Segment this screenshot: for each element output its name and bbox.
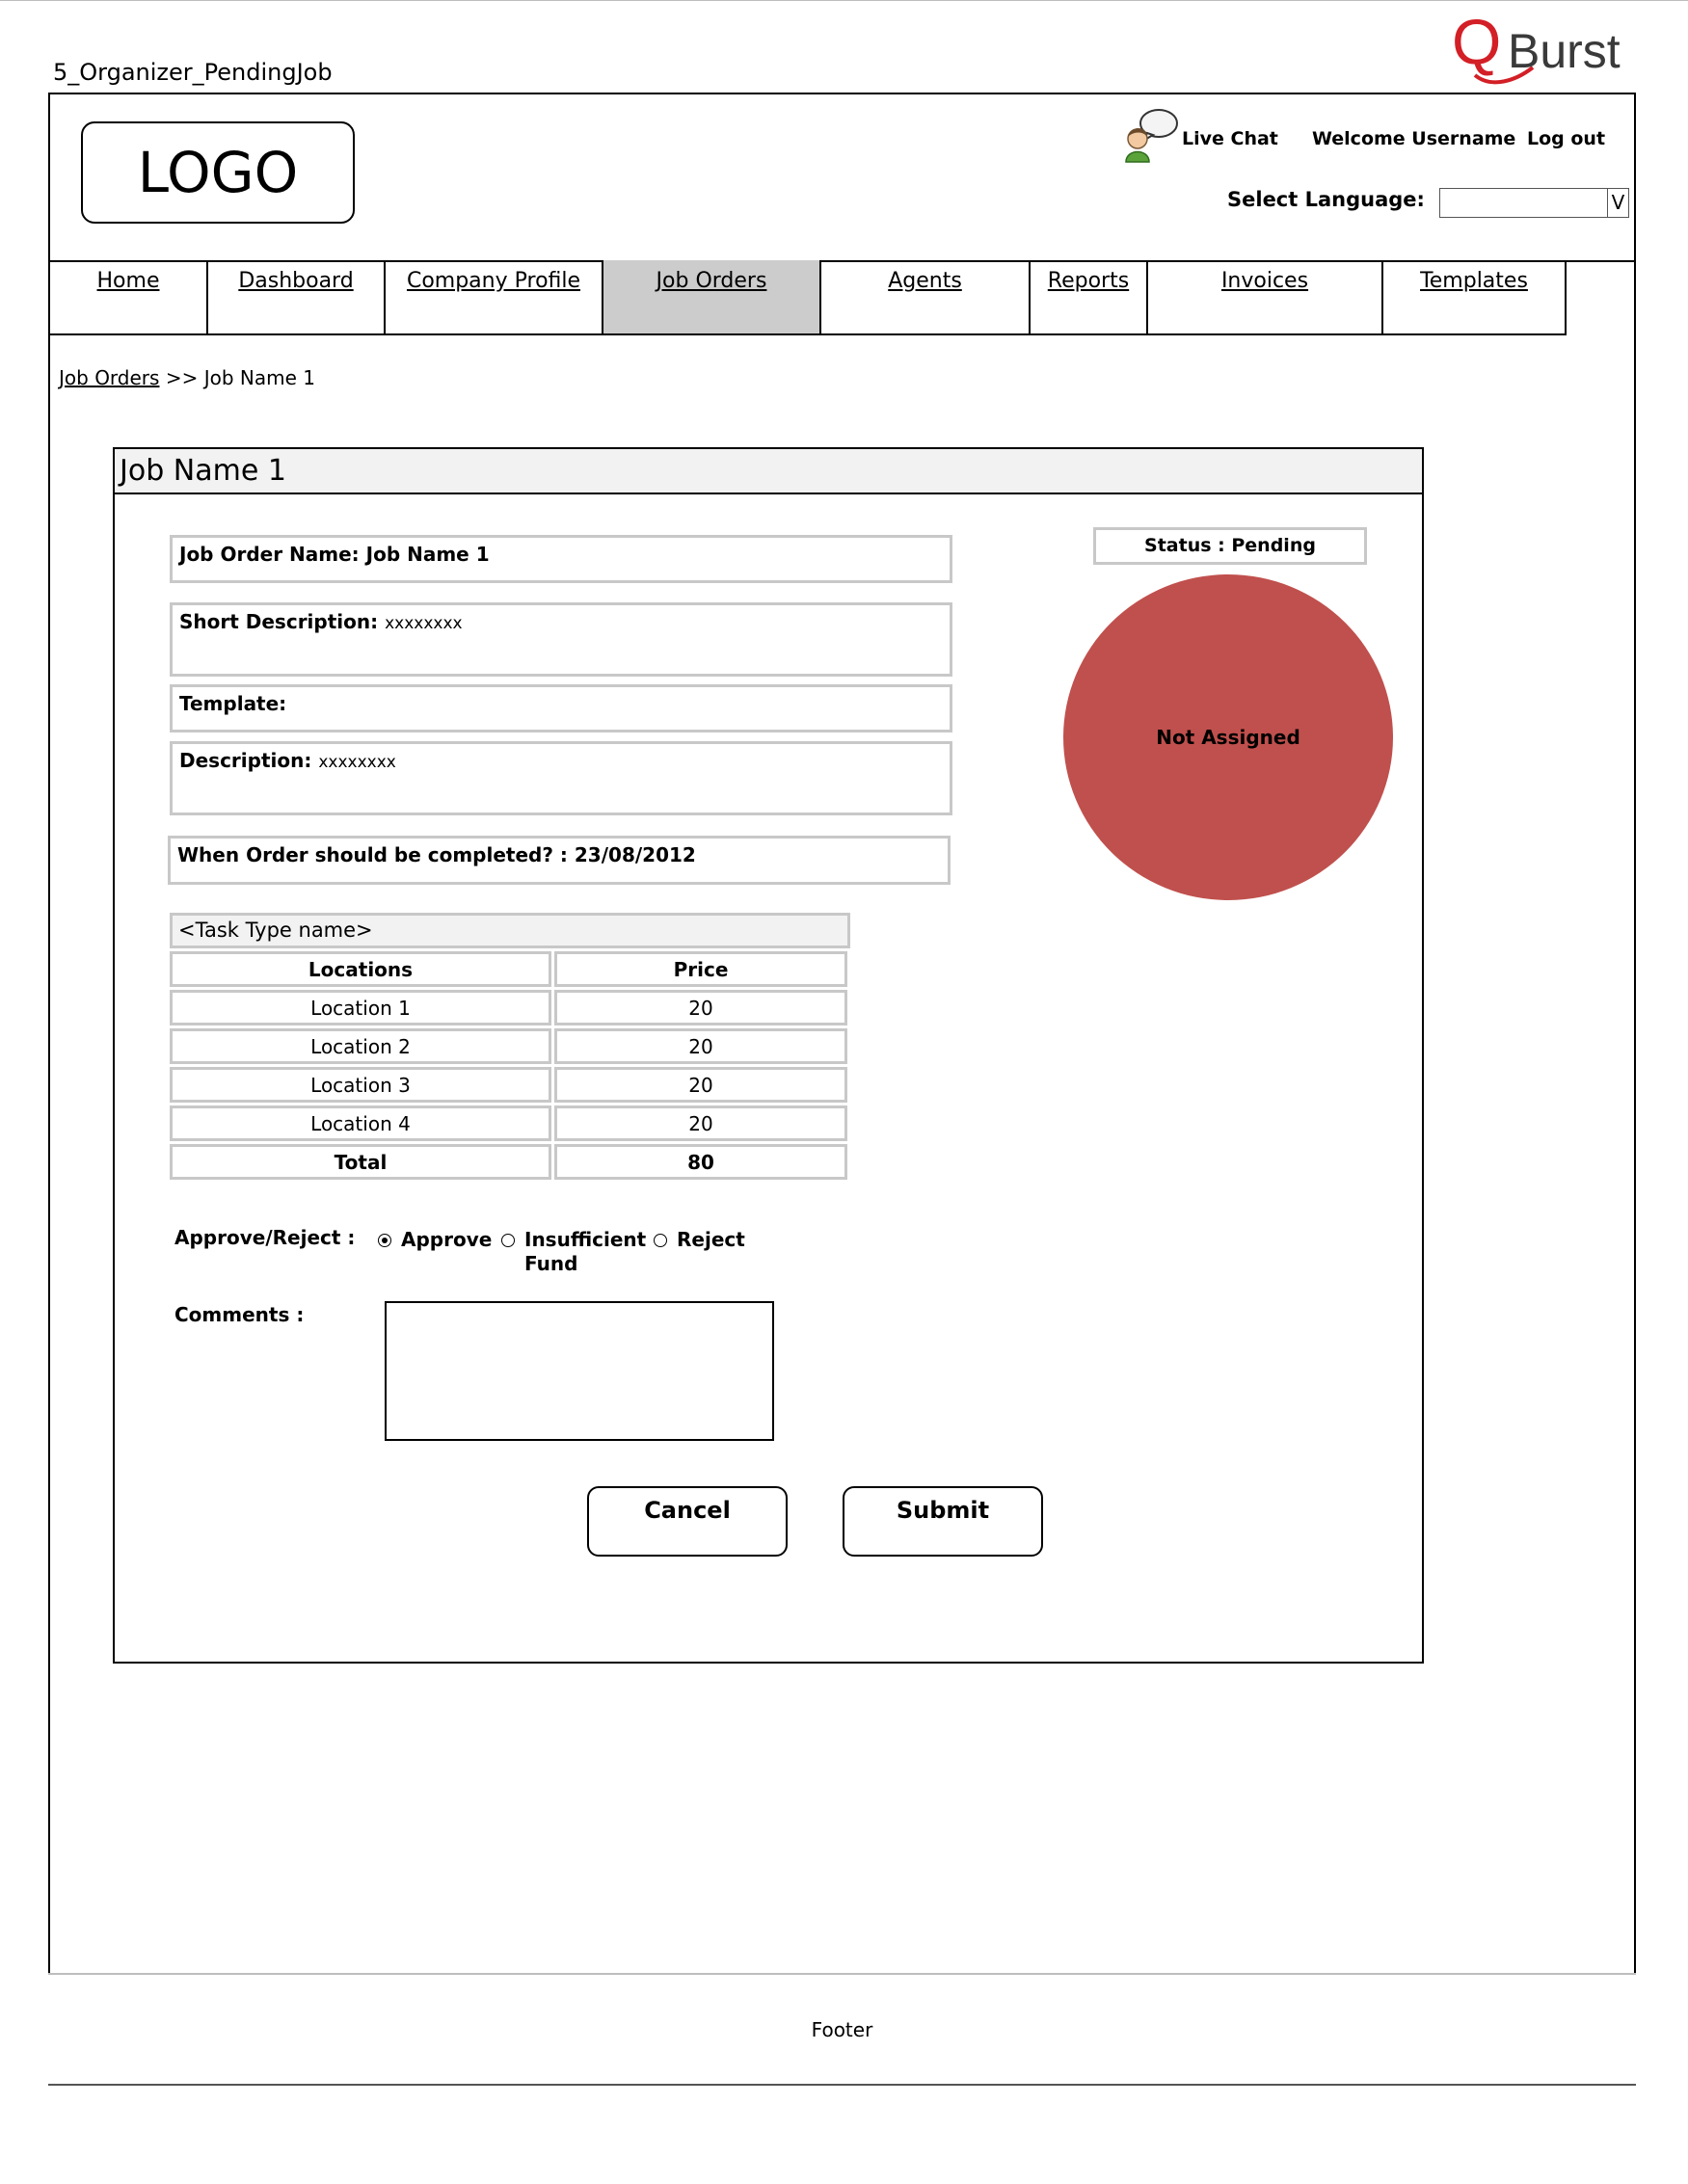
task-table	[170, 913, 850, 1183]
completion-date-field	[168, 836, 951, 885]
tab-home[interactable]: Home	[48, 260, 208, 335]
breadcrumb-current: Job Name 1	[203, 366, 315, 389]
top-divider	[0, 0, 1688, 1]
table-row	[170, 990, 847, 1025]
table-row	[170, 1105, 847, 1141]
approve-reject-label: Approve/Reject :	[174, 1226, 356, 1249]
job-order-name-field	[170, 535, 952, 583]
tab-dashboard[interactable]: Dashboard	[206, 260, 386, 335]
welcome-text: Welcome Username	[1312, 128, 1516, 149]
completion-date-value: 23/08/2012	[574, 843, 696, 866]
table-row	[170, 1067, 847, 1103]
radio-selected-dot	[382, 1238, 388, 1243]
assignment-status-circle	[1063, 574, 1393, 900]
site-logo[interactable]	[81, 121, 355, 224]
completion-date-label: When Order should be completed? :	[177, 843, 568, 866]
task-table-title: <Task Type name>	[170, 913, 850, 948]
radio-insufficient-fund[interactable]	[501, 1234, 515, 1247]
chevron-down-icon[interactable]: V	[1607, 189, 1628, 217]
job-panel-header	[115, 449, 1422, 494]
assignment-status-text: Not Assigned	[1156, 726, 1300, 749]
brand-q: Q	[1452, 8, 1502, 77]
description-value: xxxxxxxx	[318, 753, 396, 772]
tab-job-orders[interactable]: Job Orders	[602, 260, 821, 335]
tab-agents[interactable]: Agents	[819, 260, 1031, 335]
description-field	[170, 741, 952, 815]
breadcrumb-link-job-orders[interactable]: Job Orders	[59, 366, 160, 389]
short-description-value: xxxxxxxx	[385, 614, 463, 633]
job-panel-title: Job Name 1	[120, 454, 286, 488]
insufficient-fund-option[interactable]	[501, 1228, 647, 1276]
tab-templates[interactable]: Templates	[1381, 260, 1567, 335]
page-label: 5_Organizer_PendingJob	[53, 59, 333, 86]
breadcrumb	[59, 365, 315, 390]
logout-link[interactable]: Log out	[1527, 128, 1606, 149]
qburst-logo	[1448, 8, 1636, 89]
short-description-field	[170, 602, 952, 677]
status-badge: Status : Pending	[1093, 527, 1367, 565]
template-label: Template:	[179, 692, 287, 715]
job-order-name-label: Job Order Name:	[179, 543, 360, 566]
comments-label: Comments :	[174, 1303, 305, 1326]
live-chat-icon[interactable]	[1122, 106, 1180, 164]
table-row	[170, 1028, 847, 1064]
table-total-row	[170, 1144, 847, 1180]
column-header-price: Price	[554, 951, 847, 987]
price-cell: 20	[554, 1028, 847, 1064]
tab-company-profile[interactable]: Company Profile	[384, 260, 603, 335]
description-label: Description:	[179, 749, 312, 772]
comments-textarea[interactable]	[385, 1301, 774, 1441]
radio-reject[interactable]	[654, 1234, 667, 1247]
insufficient-fund-option-label: Insufficient Fund	[524, 1228, 647, 1275]
template-field	[170, 684, 952, 732]
location-cell: Location 4	[170, 1105, 551, 1141]
location-cell: Location 2	[170, 1028, 551, 1064]
location-cell: Location 3	[170, 1067, 551, 1103]
logo-text: LOGO	[137, 140, 299, 205]
total-label-cell: Total	[170, 1144, 551, 1180]
tab-invoices[interactable]: Invoices	[1146, 260, 1383, 335]
table-header-row	[170, 951, 847, 987]
job-order-name-value: Job Name 1	[365, 543, 490, 566]
short-description-label: Short Description:	[179, 610, 379, 633]
column-header-locations: Locations	[170, 951, 551, 987]
task-table-grid	[167, 948, 850, 1183]
footer-text: Footer	[811, 2017, 873, 2041]
language-label: Select Language:	[1227, 188, 1425, 211]
brand-rest: Burst	[1508, 24, 1621, 78]
price-cell: 20	[554, 990, 847, 1025]
location-cell: Location 1	[170, 990, 551, 1025]
radio-approve[interactable]	[378, 1234, 391, 1247]
approve-option-label: Approve	[401, 1228, 493, 1251]
total-value-cell: 80	[554, 1144, 847, 1180]
breadcrumb-separator: >>	[165, 366, 199, 389]
approve-option[interactable]	[378, 1228, 492, 1252]
submit-button[interactable]: Submit	[843, 1486, 1043, 1557]
cancel-button[interactable]: Cancel	[587, 1486, 788, 1557]
live-chat-link[interactable]: Live Chat	[1182, 128, 1278, 149]
price-cell: 20	[554, 1105, 847, 1141]
tab-reports[interactable]: Reports	[1029, 260, 1148, 335]
reject-option-label: Reject	[677, 1228, 745, 1251]
main-nav	[48, 260, 1567, 335]
reject-option[interactable]	[654, 1228, 745, 1252]
footer	[48, 1973, 1636, 2086]
language-select[interactable]	[1439, 188, 1629, 218]
price-cell: 20	[554, 1067, 847, 1103]
